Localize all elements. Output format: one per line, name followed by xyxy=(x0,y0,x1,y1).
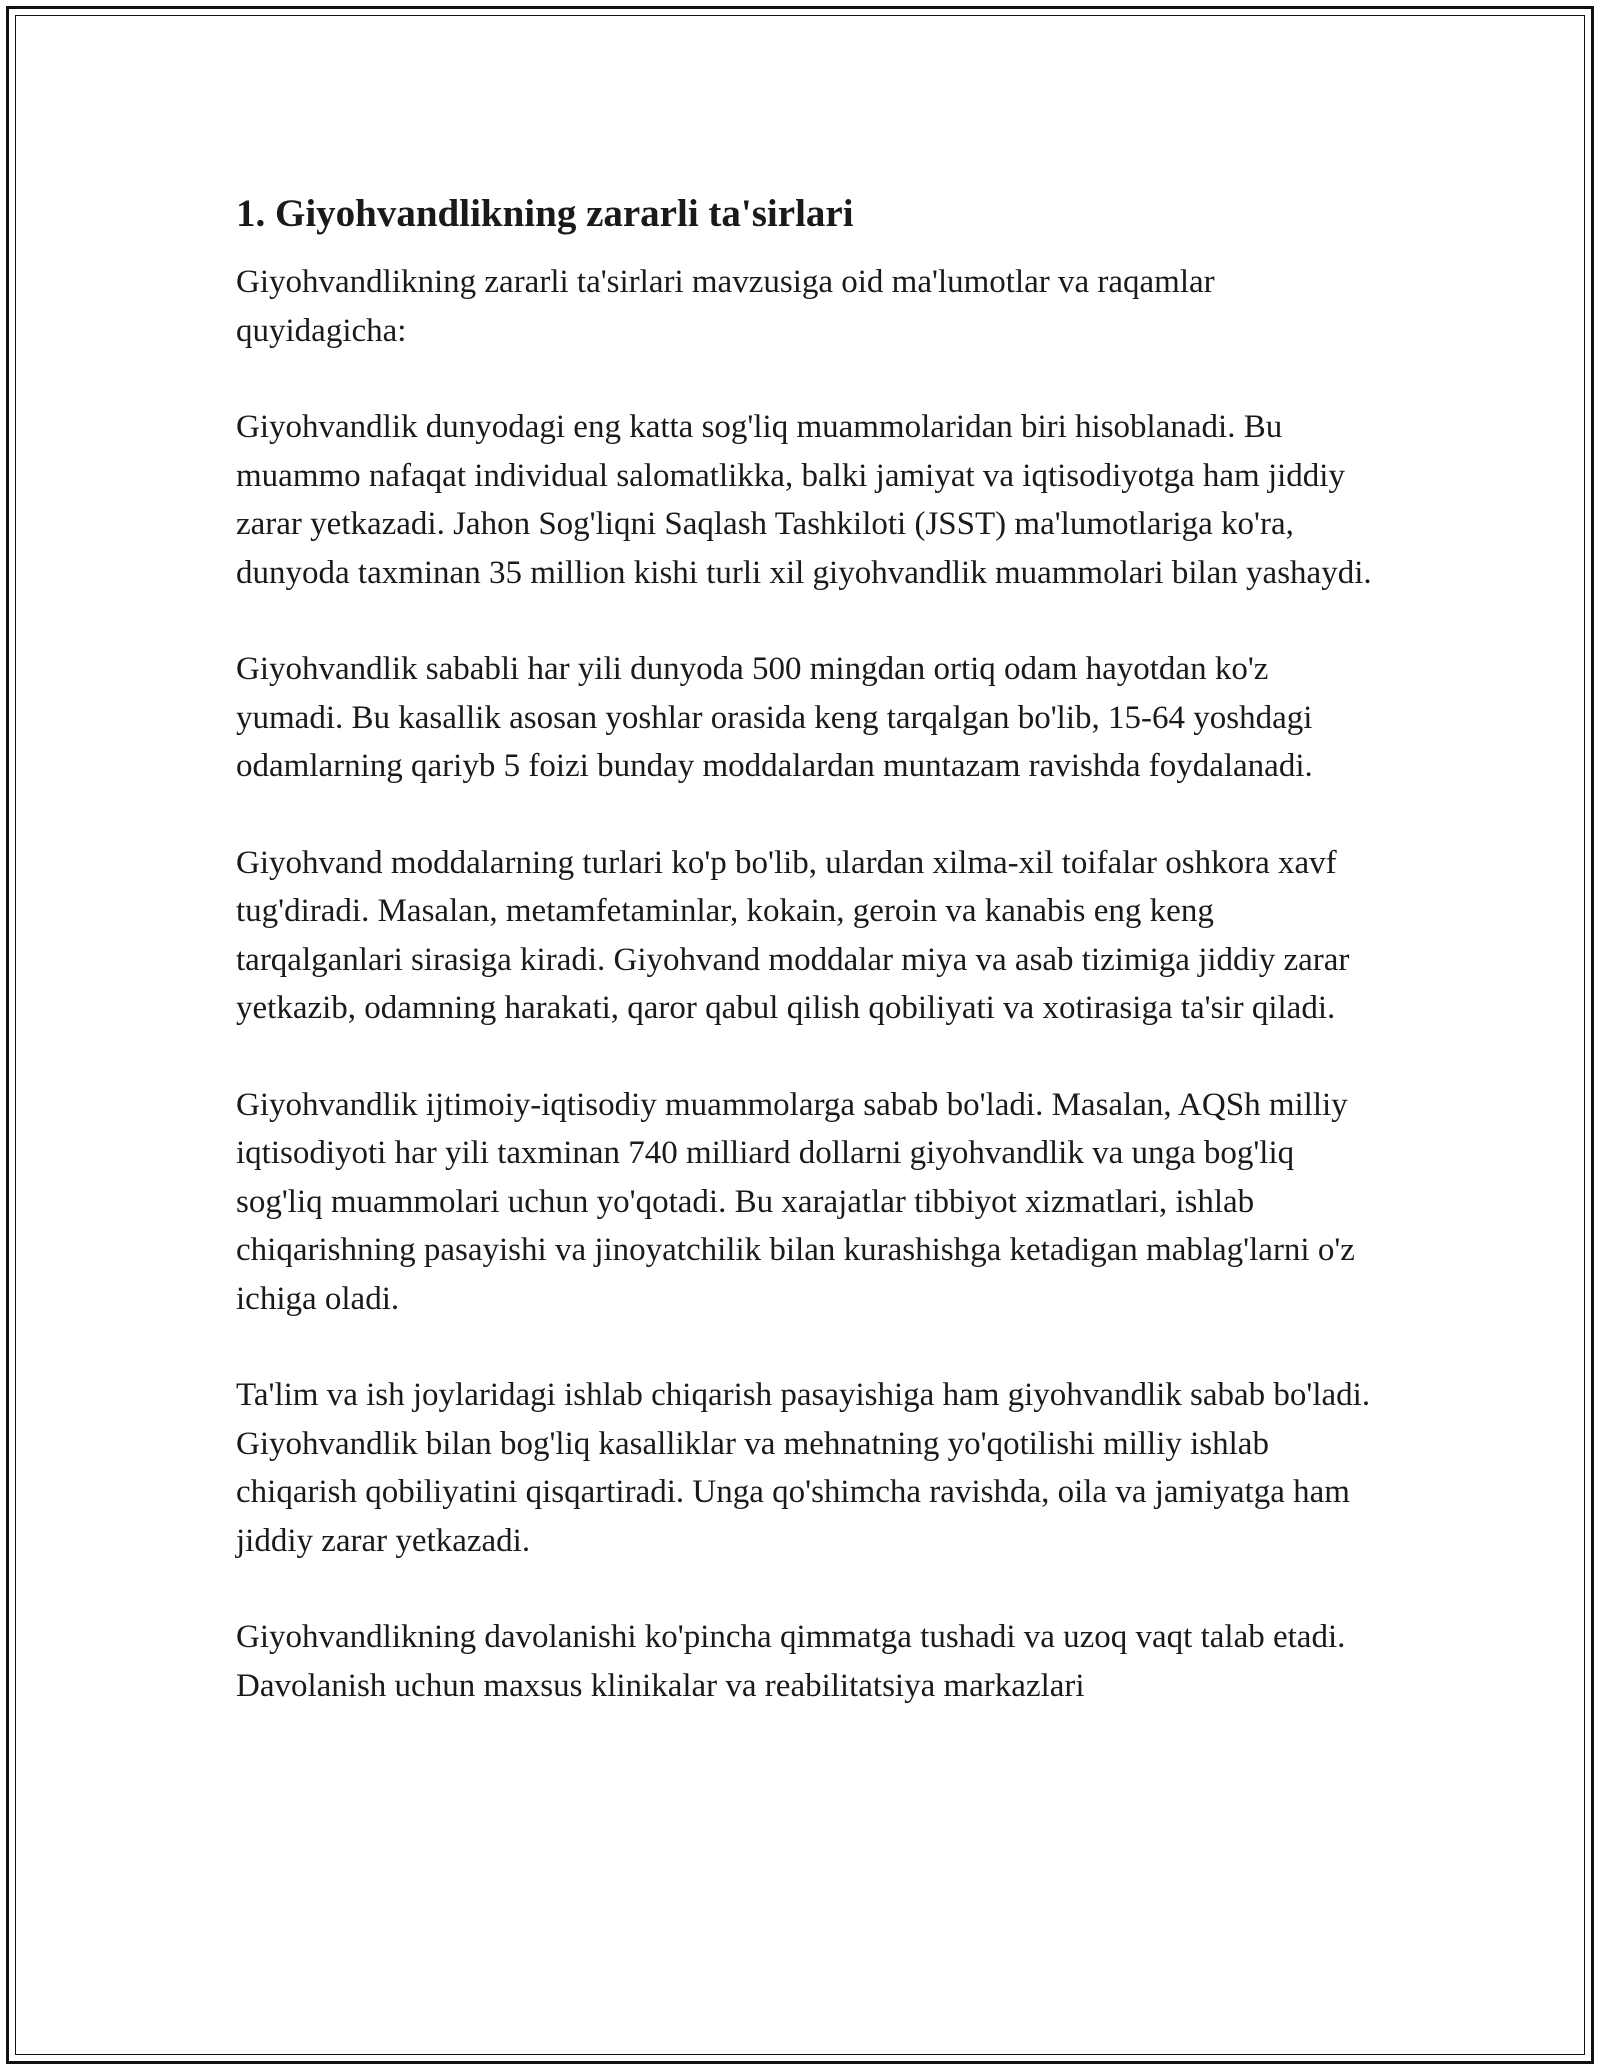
paragraph-mortality: Giyohvandlik sababli har yili dunyoda 500 mingdan ortiq odam hayotdan ko'z yumadi. Bu kasallik asosan yoshlar orasida keng tarqalgan bo'lib, 15-64 yoshdagi odamlarning qariyb 5 foizi bunday moddalardan muntazam ravishda foydalanadi. xyxy=(236,651,1313,784)
document-title: 1. Giyohvandlikning zararli ta'sirlari xyxy=(236,192,854,235)
paragraph-health-problem: Giyohvandlik dunyodagi eng katta sog'liq muammolaridan biri hisoblanadi. Bu muammo nafaqat individual salomatlikka, balki jamiyat va iqtisodiyotga ham jiddiy zarar yetkazadi. Jahon Sog'liqni Saqlash Tashkiloti (JSST) ma'lumotlariga ko'ra, dunyoda taxminan 35 million kishi turli xil giyohvandlik muammolari bilan yashaydi. xyxy=(236,409,1372,591)
paragraph-productivity: Ta'lim va ish joylaridagi ishlab chiqarish pasayishiga ham giyohvandlik sabab bo'ladi. Giyohvandlik bilan bog'liq kasalliklar va mehnatning yo'qotilishi milliy ishlab chiqarish qobiliyatini qisqartiradi. Unga qo'shimcha ravishda, oila va jamiyatga ham jiddiy zarar yetkazadi. xyxy=(236,1377,1371,1559)
document-body xyxy=(236,188,1376,1758)
paragraph-treatment: Giyohvandlikning davolanishi ko'pincha qimmatga tushadi va uzoq vaqt talab etadi. Davolanish uchun maxsus klinikalar va reabilitatsiya markazlari xyxy=(236,1619,1346,1704)
paragraph-economic-impact: Giyohvandlik ijtimoiy-iqtisodiy muammolarga sabab bo'ladi. Masalan, AQSh milliy iqtisodiyoti har yili taxminan 740 milliard dollarni giyohvandlik va unga bog'liq sog'liq muammolari uchun yo'qotadi. Bu xarajatlar tibbiyot xizmatlari, ishlab chiqarishning pasayishi va jinoyatchilik bilan kurashishga ketadigan mablag'larni o'z ichiga oladi. xyxy=(236,1086,1355,1317)
paragraph-drug-types: Giyohvand moddalarning turlari ko'p bo'lib, ulardan xilma-xil toifalar oshkora xavf tug'diradi. Masalan, metamfetaminlar, kokain, geroin va kanabis eng keng tarqalganlari sirasiga kiradi. Giyohvand moddalar miya va asab tizimiga jiddiy zarar yetkazib, odamning harakati, qaror qabul qilish qobiliyati va xotirasiga ta'sir qiladi. xyxy=(236,844,1350,1026)
paragraph-intro: Giyohvandlikning zararli ta'sirlari mavzusiga oid ma'lumotlar va raqamlar quyidagicha: xyxy=(236,264,1215,349)
